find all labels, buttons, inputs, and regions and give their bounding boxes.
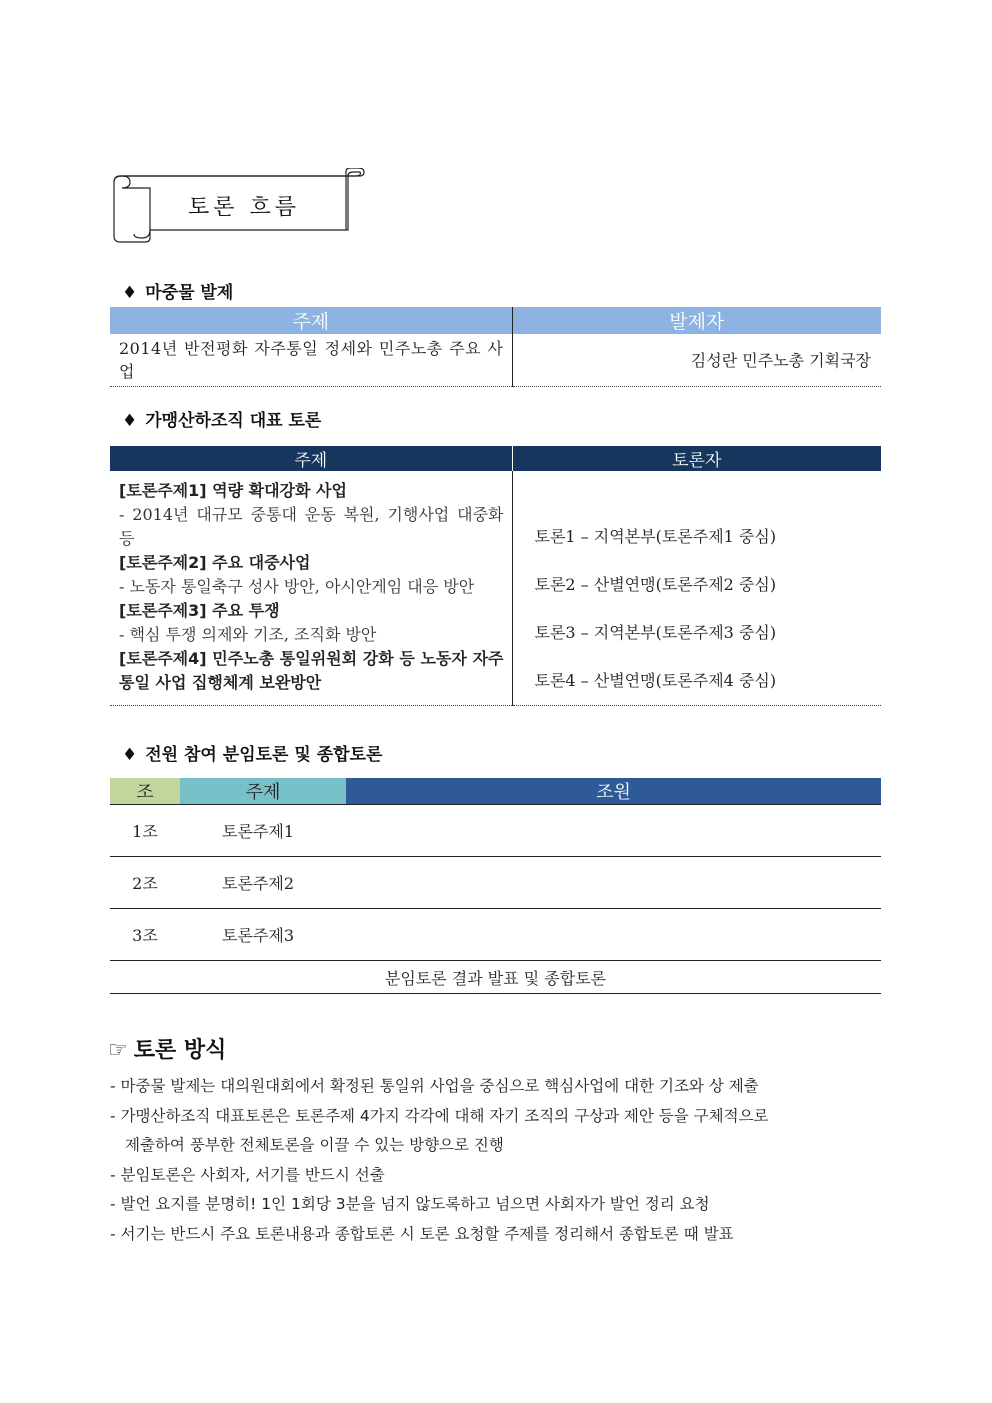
footer-cell: 분임토론 결과 발표 및 종합토론: [110, 961, 881, 994]
speaker-item: 토론3 – 지역본부(토론주제3 중심): [534, 623, 777, 642]
list-item: - 분임토론은 사회자, 서기를 반드시 선출: [110, 1165, 385, 1184]
members-cell: [346, 805, 881, 857]
diamond-bullet-icon: ♦: [122, 283, 138, 303]
page-title: 토론 흐름: [188, 195, 301, 220]
header-speakers: 토론자: [512, 446, 881, 471]
list-item: 제출하여 풍부한 전체토론을 이끌 수 있는 방향으로 진행: [125, 1136, 504, 1154]
topic-title: [토론주제1] 역량 확대강화 사업: [119, 481, 347, 500]
title-scroll-banner: [110, 168, 365, 246]
discussion-table: [110, 446, 881, 706]
group-table: [110, 778, 881, 994]
method-heading: [108, 1033, 226, 1064]
list-item: - 발언 요지를 분명히! 1인 1회당 3분을 넘지 않도록하고 넘으면 사회자가 발언 정리 요청: [110, 1195, 710, 1213]
section-heading-keynote: [122, 278, 233, 303]
table-row: [110, 334, 881, 387]
pointing-hand-icon: ☞: [108, 1038, 128, 1063]
list-item: - 마중물 발제는 대의원대회에서 확정된 통일위 사업을 중심으로 핵심사업에 대한 기조와 상 제출: [110, 1077, 759, 1095]
section-title-text: 전원 참여 분임토론 및 종합토론: [145, 745, 383, 765]
table-row: [110, 471, 881, 706]
header-presenter: 발제자: [512, 307, 881, 334]
topic-cell: 토론주제3: [180, 909, 346, 961]
topic-title: [토론주제4] 민주노총 통일위원회 강화 등 노동자 자주통일 사업 집행체계 보완방안: [119, 649, 504, 692]
group-cell: 1조: [110, 805, 180, 857]
header-members: 조원: [346, 778, 881, 805]
header-topic: 주제: [110, 307, 512, 334]
speaker-item: 토론1 – 지역본부(토론주제1 중심): [534, 527, 777, 546]
speaker-item: 토론2 – 산별연맹(토론주제2 중심): [534, 575, 777, 594]
topic-description: - 노동자 통일축구 성사 방안, 아시안게임 대응 방안: [119, 577, 475, 596]
section-title-text: 가맹산하조직 대표 토론: [145, 411, 322, 431]
method-list: [110, 1072, 890, 1249]
speaker-list: [512, 471, 881, 706]
topic-title: [토론주제2] 주요 대중사업: [119, 553, 311, 572]
members-cell: [346, 857, 881, 909]
section-heading-group-discussion: [122, 740, 382, 765]
header-topic: 주제: [180, 778, 346, 805]
header-group: 조: [110, 778, 180, 805]
section-title-text: 마중물 발제: [145, 283, 234, 303]
discussion-topics: [110, 471, 512, 706]
group-cell: 2조: [110, 857, 180, 909]
section-heading-representative-discussion: [122, 406, 321, 431]
group-cell: 3조: [110, 909, 180, 961]
keynote-presenter: 김성란 민주노총 기획국장: [512, 334, 881, 387]
header-topic: 주제: [110, 446, 512, 471]
list-item: - 가맹산하조직 대표토론은 토론주제 4가지 각각에 대해 자기 조직의 구상과 제안 등을 구체적으로: [110, 1106, 769, 1125]
table-row: [110, 805, 881, 857]
topic-description: - 2014년 대규모 중통대 운동 복원, 기행사업 대중화 등: [119, 505, 504, 548]
diamond-bullet-icon: ♦: [122, 745, 138, 765]
topic-title: [토론주제3] 주요 투쟁: [119, 601, 280, 620]
topic-cell: 토론주제2: [180, 857, 346, 909]
table-footer-row: [110, 961, 881, 994]
diamond-bullet-icon: ♦: [122, 411, 138, 431]
keynote-topic: 2014년 반전평화 자주통일 정세와 민주노총 주요 사업: [110, 334, 512, 387]
table-row: [110, 857, 881, 909]
members-cell: [346, 909, 881, 961]
keynote-table: [110, 307, 881, 387]
topic-cell: 토론주제1: [180, 805, 346, 857]
method-title-text: 토론 방식: [133, 1038, 227, 1063]
table-row: [110, 909, 881, 961]
list-item: - 서기는 반드시 주요 토론내용과 종합토론 시 토론 요청할 주제를 정리해서 종합토론 때 발표: [110, 1224, 734, 1243]
speaker-item: 토론4 – 산별연맹(토론주제4 중심): [534, 671, 777, 690]
topic-description: - 핵심 투쟁 의제와 기조, 조직화 방안: [119, 625, 377, 644]
